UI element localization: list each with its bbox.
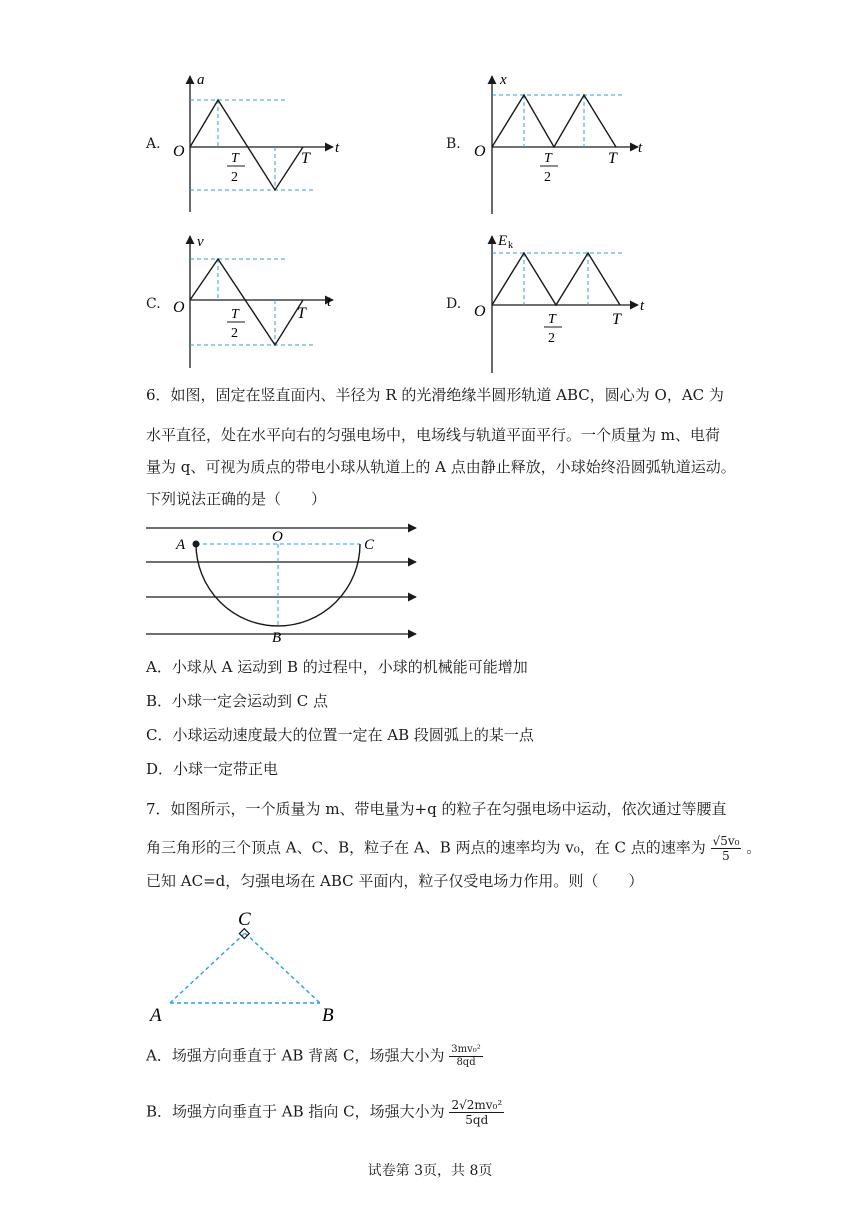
option-b-label: B. — [446, 136, 461, 152]
graph-a — [165, 70, 355, 220]
q6-fig-b: B — [272, 630, 282, 645]
q7-speed-fraction — [711, 834, 742, 863]
q6-option-b: B．小球一定会运动到 C 点 — [146, 692, 329, 710]
graph-d-half-num: T — [548, 312, 556, 327]
graph-a-half-den: 2 — [231, 170, 238, 185]
q7-line-2-end: 。 — [746, 838, 762, 857]
q7-option-a-text: A．场强方向垂直于 AB 背离 C，场强大小为 — [146, 1046, 445, 1065]
q7-fig-a: A — [150, 1005, 162, 1026]
q7-fig-c: C — [238, 909, 251, 930]
graph-b — [468, 70, 658, 220]
graph-c-half-den: 2 — [231, 326, 238, 341]
graph-b-half-num: T — [544, 151, 552, 166]
q7-line-3: 已知 AC=d，匀强电场在 ABC 平面内，粒子仅受电场力作用。则（ ） — [146, 872, 644, 890]
q6-fig-c: C — [364, 537, 375, 553]
graph-b-x-label: t — [638, 140, 643, 156]
graph-c-tick-t: T — [297, 305, 306, 322]
graph-c-half-num: T — [231, 307, 239, 322]
graph-d-y-sub: k — [508, 240, 513, 251]
q6-line-1: 6．如图，固定在竖直面内、半径为 R 的光滑绝缘半圆形轨道 ABC，圆心为 O，AC 为 — [146, 386, 724, 404]
q7-option-b-den: 5qd — [465, 1113, 489, 1127]
q7-option-b-text: B．场强方向垂直于 AB 指向 C，场强大小为 — [146, 1102, 445, 1121]
q6-fig-o: O — [272, 529, 283, 545]
q7-speed-num: √5v₀ — [712, 834, 740, 848]
option-a-label: A. — [146, 136, 161, 152]
q7-fig-b: B — [322, 1005, 334, 1026]
q7-option-b — [146, 1098, 504, 1127]
graph-c-x-label: t — [327, 294, 332, 310]
q7-line-2 — [146, 834, 761, 863]
page-footer: 试卷第 3页，共 8页 — [367, 1163, 493, 1179]
q7-option-b-fraction — [449, 1098, 504, 1127]
graph-c-origin: O — [173, 299, 185, 316]
graph-b-half-den: 2 — [544, 170, 551, 185]
q7-speed-den: 5 — [722, 849, 730, 863]
q7-figure — [140, 905, 350, 1030]
graph-d-origin: O — [474, 303, 486, 320]
graph-a-x-label: t — [335, 140, 340, 156]
graph-c — [165, 230, 355, 375]
q7-line-1: 7．如图所示，一个质量为 m、带电量为+q 的粒子在匀强电场中运动，依次通过等腰直 — [146, 800, 727, 818]
graph-a-origin: O — [173, 143, 185, 160]
option-d-label: D. — [446, 296, 462, 312]
q6-figure — [140, 520, 425, 645]
q6-fig-a: A — [176, 537, 186, 553]
option-c-label: C. — [146, 296, 161, 312]
q6-option-c: C．小球运动速度最大的位置一定在 AB 段圆弧上的某一点 — [146, 726, 534, 744]
q6-line-3: 量为 q、可视为质点的带电小球从轨道上的 A 点由静止释放，小球始终沿圆弧轨道运动。 — [146, 458, 736, 476]
q6-option-a: A．小球从 A 运动到 B 的过程中，小球的机械能可能增加 — [146, 658, 528, 676]
graph-a-y-label: a — [197, 72, 205, 88]
q7-option-b-num: 2√2mv₀² — [451, 1098, 503, 1112]
graph-d-y-label: E — [498, 233, 508, 249]
q7-option-a-fraction — [449, 1044, 483, 1069]
q7-option-a-den: 8qd — [456, 1057, 476, 1068]
graph-d-half-den: 2 — [548, 331, 555, 346]
graph-d-tick-t: T — [612, 311, 621, 328]
graph-b-origin: O — [474, 143, 486, 160]
q6-line-4: 下列说法正确的是（ ） — [146, 490, 327, 508]
graph-c-y-label: v — [197, 234, 204, 250]
graph-a-half-num: T — [231, 151, 239, 166]
graph-b-y-label: x — [500, 72, 507, 88]
q6-line-2: 水平直径，处在水平向右的匀强电场中，电场线与轨道平面平行。一个质量为 m、电荷 — [146, 426, 720, 444]
q7-option-a — [146, 1044, 483, 1069]
q7-line-2-text: 角三角形的三个顶点 A、C、B，粒子在 A、B 两点的速率均为 v₀，在 C 点的速率为 — [146, 838, 706, 857]
q7-option-a-num: 3mv₀² — [451, 1044, 481, 1055]
graph-b-tick-t: T — [608, 150, 617, 167]
q6-option-d: D．小球一定带正电 — [146, 760, 279, 778]
graph-d-x-label: t — [640, 298, 645, 314]
graph-a-tick-t: T — [301, 150, 310, 167]
graph-d — [468, 228, 658, 376]
